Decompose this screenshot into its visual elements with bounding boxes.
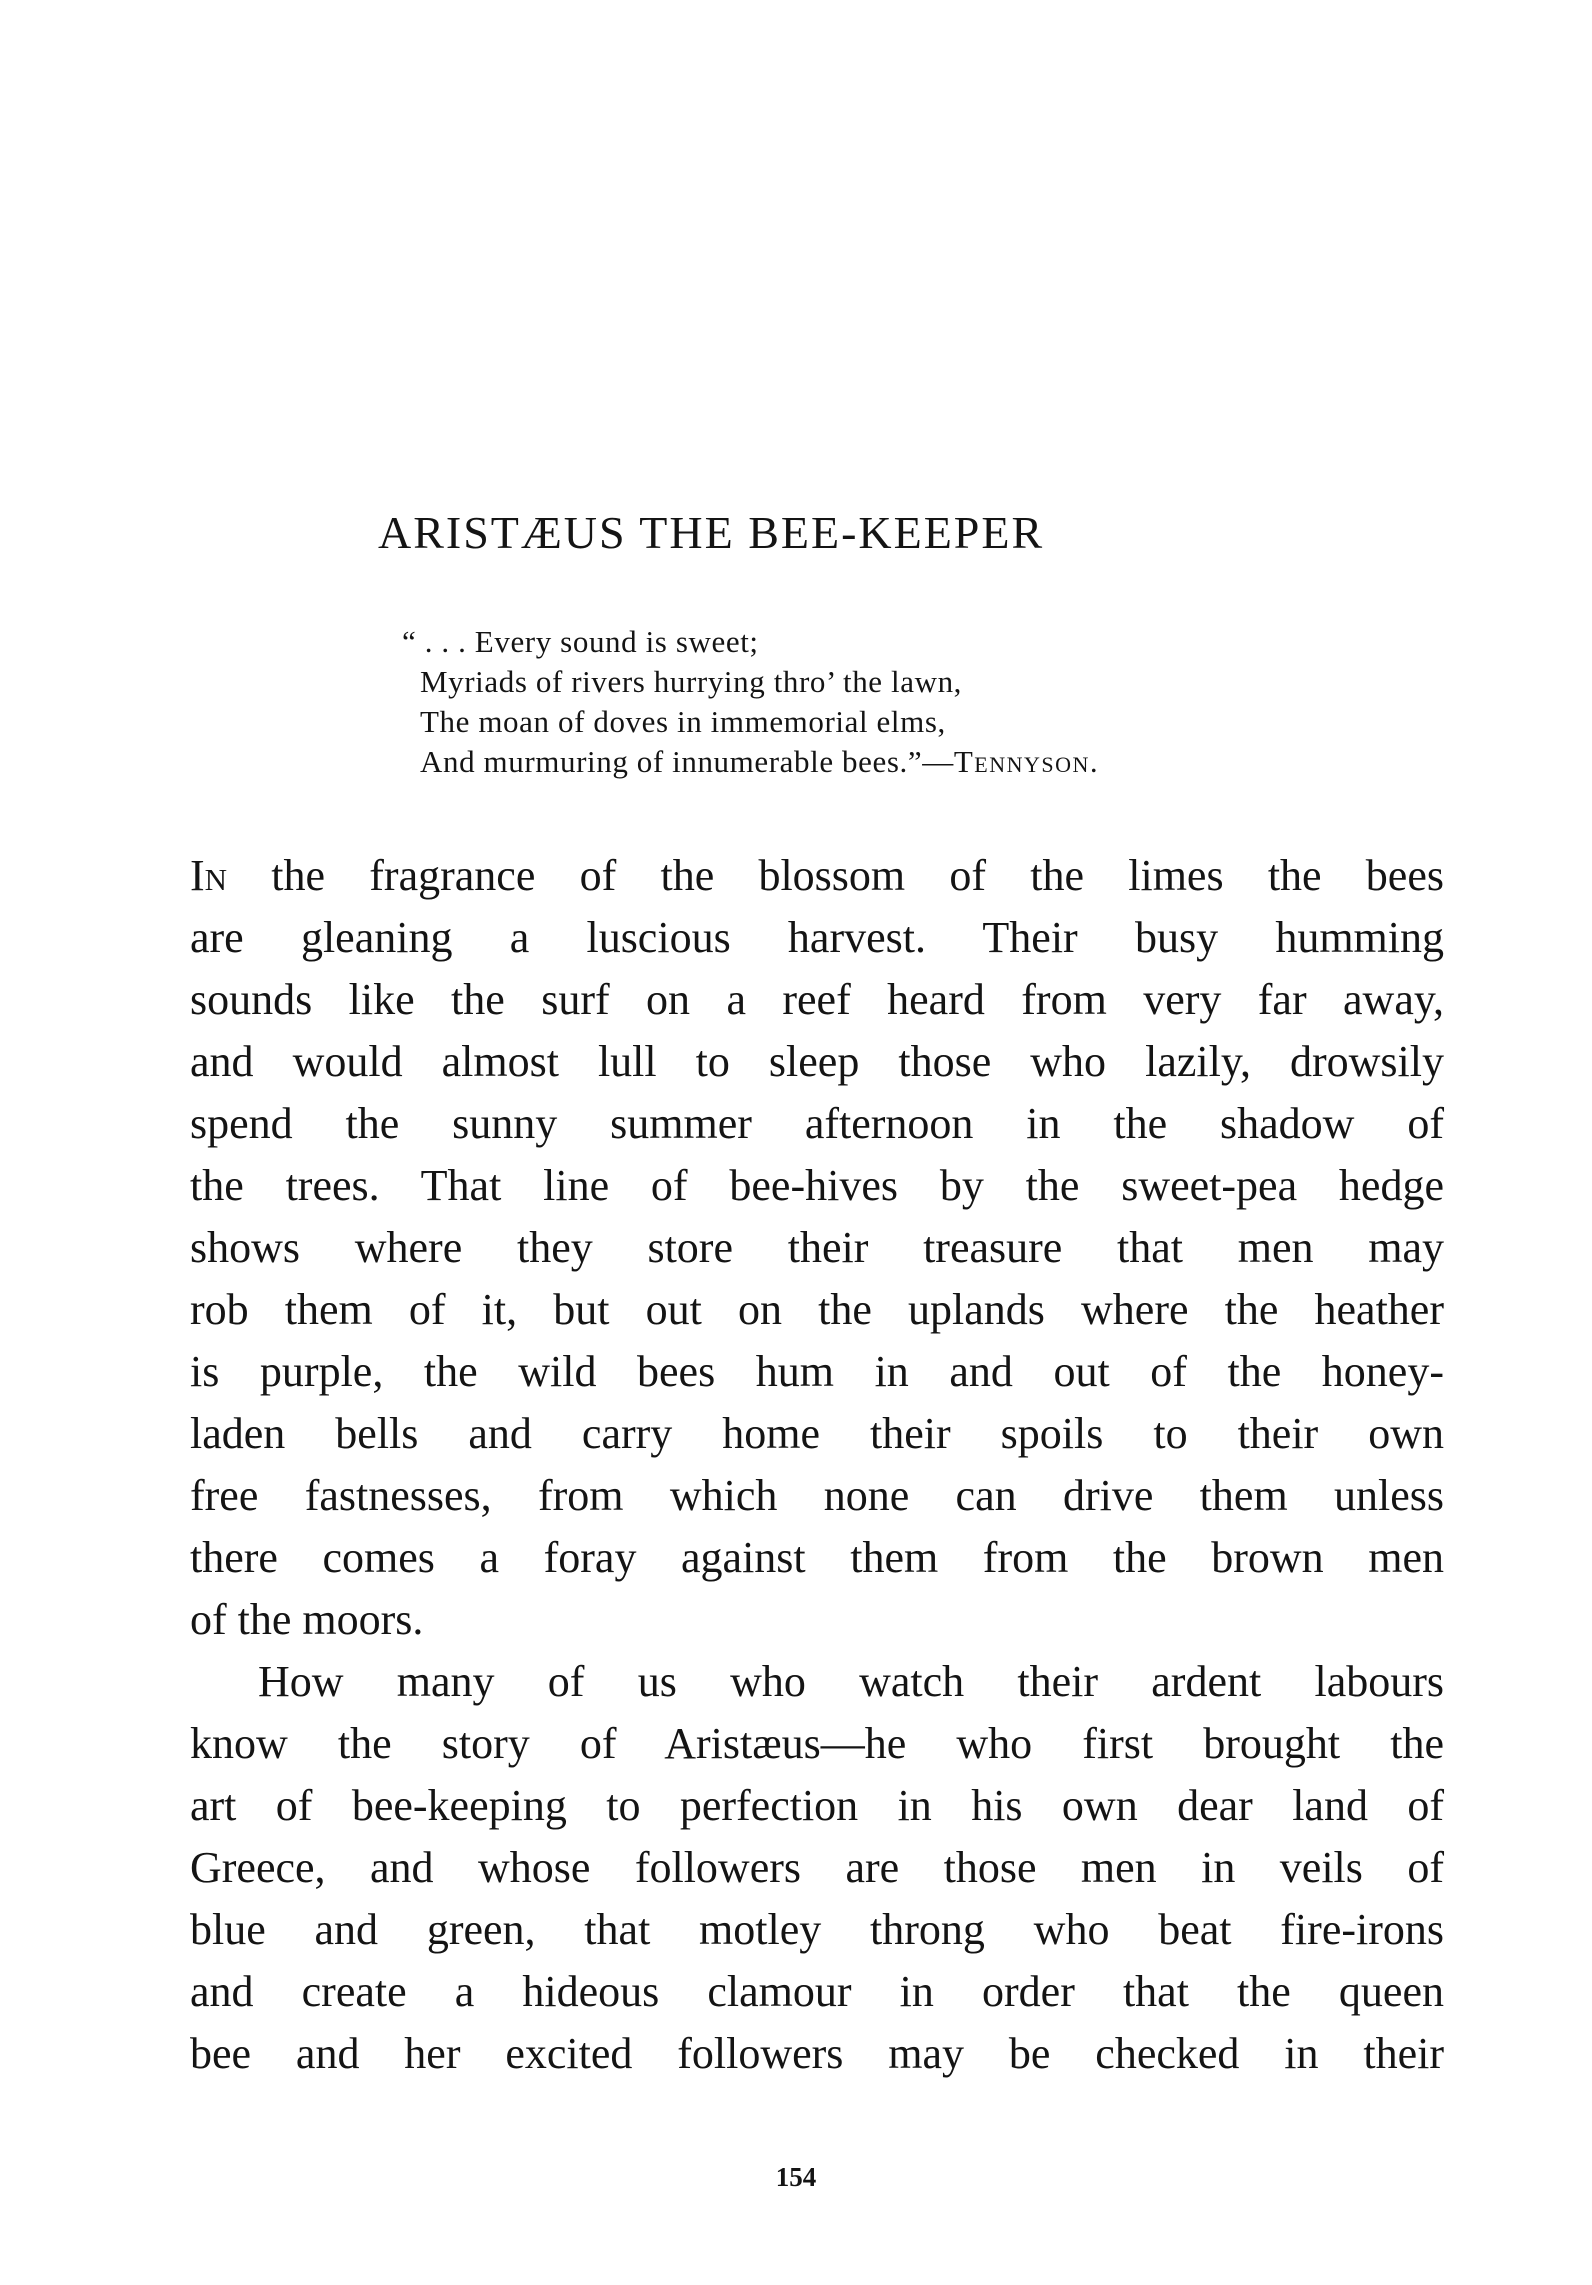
paragraph-line: the trees. That line of bee-hives by the sweet-pea hedge [190, 1161, 1444, 1210]
paragraph-line: and would almost lull to sleep those who lazily, drowsily [190, 1037, 1444, 1086]
body-text [190, 845, 1444, 2085]
paragraph-line: rob them of it, but out on the uplands where the heather [190, 1285, 1444, 1334]
paragraph-line: bee and her excited followers may be checked in their [190, 2029, 1444, 2078]
paragraph-line [190, 845, 1444, 907]
paragraph-line: How many of us who watch their ardent labours [258, 1657, 1444, 1706]
paragraph-line: shows where they store their treasure that men may [190, 1223, 1444, 1272]
epigraph [402, 622, 1420, 782]
epigraph-line: The moan of doves in immemorial elms, [420, 704, 946, 739]
paragraph-line: is purple, the wild bees hum in and out of the honey- [190, 1347, 1444, 1396]
epigraph-attribution: Tennyson. [953, 744, 1100, 779]
paragraph-line: laden bells and carry home their spoils to their own [190, 1409, 1444, 1458]
chapter-title: ARISTÆUS THE BEE-KEEPER [378, 507, 1045, 558]
paragraph-line: sounds like the surf on a reef heard from very far away, [190, 975, 1444, 1024]
epigraph-line: “ . . . Every sound is sweet; [402, 624, 759, 659]
paragraph-line: and create a hideous clamour in order that the queen [190, 1967, 1444, 2016]
paragraph-line: know the story of Aristæus—he who first brought the [190, 1719, 1444, 1768]
paragraph-line: spend the sunny summer afternoon in the shadow of [190, 1099, 1444, 1148]
paragraph-line: art of bee-keeping to perfection in his own dear land of [190, 1781, 1444, 1830]
paragraph-line: free fastnesses, from which none can drive them unless [190, 1471, 1444, 1520]
epigraph-line: Myriads of rivers hurrying thro’ the lawn, [420, 664, 963, 699]
paragraph-line: blue and green, that motley throng who beat fire-irons [190, 1905, 1444, 1954]
paragraph-line: Greece, and whose followers are those men in veils of [190, 1843, 1444, 1892]
paragraph-line-text: the fragrance of the blossom of the limes the bees [227, 851, 1444, 900]
paragraph-line: are gleaning a luscious harvest. Their busy humming [190, 913, 1444, 962]
epigraph-line-with-attribution [420, 742, 1420, 782]
paragraph-dropcap: In [190, 851, 228, 900]
page-number: 154 [775, 2162, 817, 2192]
epigraph-line: And murmuring of innumerable bees.”— [420, 744, 954, 779]
paragraph-line: of the moors. [190, 1595, 424, 1644]
paragraph-line: there comes a foray against them from the brown men [190, 1533, 1444, 1582]
